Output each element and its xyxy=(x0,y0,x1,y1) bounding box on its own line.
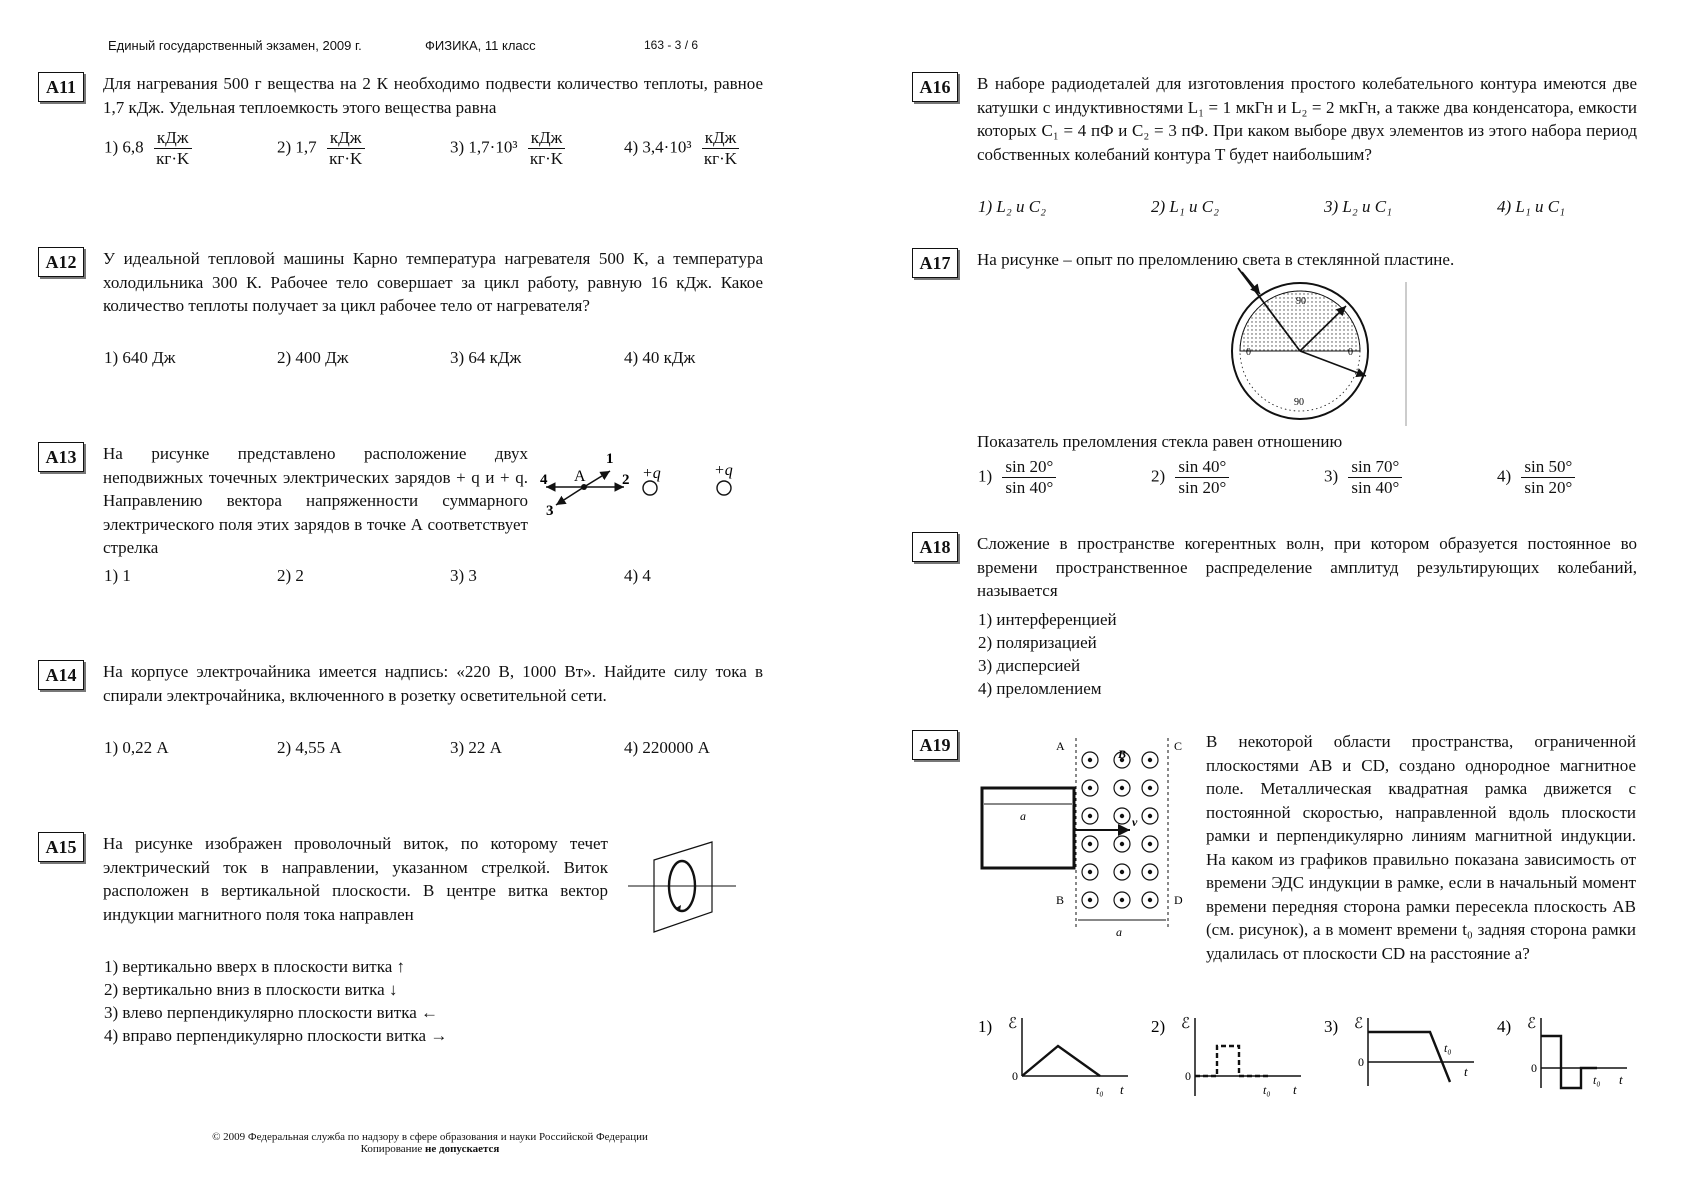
answer-option: 2) 1,7 $\frac{\text{кДж}}{кг\cdot K}$ xyxy=(277,128,365,169)
answer-option: 2) L₁ и C₂ xyxy=(1151,197,1220,216)
field-vector-label: B xyxy=(1118,747,1127,761)
charges-figure xyxy=(540,445,760,525)
field-point-dot xyxy=(1088,842,1092,846)
question-text: На рисунке представлено расположение двух неподвижных точечных электрических зарядов + q и + q. Направлению вектора напряженности суммарного электрического поля этих зарядов в точке А соответствует стрелка xyxy=(103,444,528,557)
task-label: A16 xyxy=(912,72,958,102)
magnetic-field-figure xyxy=(980,734,1183,944)
field-point-dot xyxy=(1148,758,1152,762)
t-label: t xyxy=(1619,1072,1623,1087)
graph-number: 3) xyxy=(1324,1017,1339,1036)
question-text-2: Показатель преломления стекла равен отношению xyxy=(977,432,1343,451)
graph-3 xyxy=(1324,1010,1479,1100)
plane xyxy=(654,842,712,932)
charge-2 xyxy=(717,481,731,495)
label-2: 2 xyxy=(622,472,630,488)
answer-option: 1) 0,22 А xyxy=(104,738,169,757)
header-subject: ФИЗИКА, 11 класс xyxy=(425,38,536,53)
task-label: A13 xyxy=(38,442,84,472)
answer-option: 3) 22 А xyxy=(450,738,502,757)
question-text: У идеальной тепловой машины Карно температура нагревателя 500 К, а температура холодильника 300 К. Рабочее тело совершает за цикл работу, равную 16 кДж. Какое количество теплоты получает за цикл рабочее тело от нагревателя? xyxy=(103,249,763,315)
answer-option: 4) преломлением xyxy=(978,679,1102,698)
answer-option: 1) 640 Дж xyxy=(104,348,176,367)
answer-option: 1) $\frac{\sin 20^\circ}{\sin 40^\circ}$ xyxy=(978,457,1056,498)
answer-option: 2) поляризацией xyxy=(978,633,1097,652)
scale-top: 90 xyxy=(1296,296,1306,307)
origin-label: 0 xyxy=(1185,1069,1191,1083)
answer-list xyxy=(104,955,447,1047)
answer-option: 3) L₂ и C₁ xyxy=(1324,197,1393,216)
answer-option: 2) 400 Дж xyxy=(277,348,349,367)
answer-option: 4) 3,4·10³ $\frac{\text{кДж}}{кг\cdot K}$ xyxy=(624,128,739,169)
scale-right: 0 xyxy=(1348,347,1353,358)
t-label: t xyxy=(1464,1064,1468,1079)
task-label: A19 xyxy=(912,730,958,760)
answer-option: 4) 40 кДж xyxy=(624,348,696,367)
graph-1 xyxy=(978,1010,1133,1100)
label-3: 3 xyxy=(546,503,554,519)
field-point-dot xyxy=(1088,758,1092,762)
graph-line xyxy=(1022,1046,1100,1076)
emf-label: ℰ xyxy=(1354,1016,1364,1032)
task-label: A17 xyxy=(912,248,958,278)
footer xyxy=(160,1131,700,1155)
t-label: t xyxy=(1120,1082,1124,1097)
t0-label: t₀ xyxy=(1444,1041,1452,1055)
answer-option: 4) 220000 А xyxy=(624,738,710,757)
t0-label: t₀ xyxy=(1263,1083,1271,1097)
field-point-dot xyxy=(1120,842,1124,846)
answer-option: 3) 3 xyxy=(450,566,477,585)
graph-number: 1) xyxy=(978,1017,993,1036)
answer-option: 4) L₁ и C₁ xyxy=(1497,197,1566,216)
graph-number: 4) xyxy=(1497,1017,1512,1036)
answer-option: 3) $\frac{\sin 70^\circ}{\sin 40^\circ}$ xyxy=(1324,457,1402,498)
label-a: A xyxy=(574,468,586,485)
refracted-ray xyxy=(1300,351,1366,376)
field-point-dot xyxy=(1088,786,1092,790)
field-point-dot xyxy=(1088,870,1092,874)
task-label: A18 xyxy=(912,532,958,562)
answer-option: 3) дисперсией xyxy=(978,656,1081,675)
label-a: A xyxy=(1056,739,1065,753)
question-text: Сложение в пространстве когерентных волн, при котором образуется постоянное во времени пространственное распределение амплитуд результирующих колебаний, называется xyxy=(977,534,1637,600)
answer-option: 2) 4,55 А xyxy=(277,738,342,757)
velocity-label: v xyxy=(1132,815,1138,829)
field-point-dot xyxy=(1088,814,1092,818)
field-point-dot xyxy=(1120,898,1124,902)
region-width-label: a xyxy=(1116,925,1122,939)
field-point-dot xyxy=(1148,814,1152,818)
origin-label: 0 xyxy=(1358,1055,1364,1069)
graph-line xyxy=(1368,1032,1450,1082)
charge-1-label: +q xyxy=(642,465,661,482)
label-b: B xyxy=(1056,893,1065,907)
answer-option: 4) $\frac{\sin 50^\circ}{\sin 20^\circ}$ xyxy=(1497,457,1575,498)
charge-2-label: +q xyxy=(714,462,733,479)
charge-1 xyxy=(643,481,657,495)
t-label: t xyxy=(1293,1082,1297,1097)
emf-label: ℰ xyxy=(1008,1016,1018,1032)
refraction-figure xyxy=(1222,268,1412,426)
incident-arrow xyxy=(1242,272,1260,294)
field-point-dot xyxy=(1120,870,1124,874)
label-1: 1 xyxy=(606,451,614,467)
header-page: 163 - 3 / 6 xyxy=(644,38,699,52)
field-point-dot xyxy=(1120,814,1124,818)
question-text: В наборе радиодеталей для изготовления простого колебательного контура имеются две катушки с индуктивностями L₁ = 1 мкГн и L₂ = 2 мкГн, а также два конденсатора, емкости которых C₁ = 4 пФ и C₂ = 3 пФ. При каком выборе двух элементов из этого набора период собственных колебаний контура T будет наибольшим? xyxy=(977,74,1637,164)
square-frame xyxy=(982,788,1074,868)
task-label: A15 xyxy=(38,832,84,862)
field-point-dot xyxy=(1120,786,1124,790)
footer-copy-note: Копирование не допускается xyxy=(360,1143,500,1155)
graph-2 xyxy=(1151,1010,1306,1100)
scale-left: 0 xyxy=(1246,347,1251,358)
answer-option: 1) 6,8 $\frac{\text{кДж}}{кг\cdot K}$ xyxy=(104,128,192,169)
field-point-dot xyxy=(1148,898,1152,902)
arrow-1 xyxy=(584,471,610,487)
label-c: C xyxy=(1174,739,1183,753)
scale-bottom: 90 xyxy=(1294,397,1304,408)
label-4: 4 xyxy=(540,472,548,488)
question-text: На рисунке – опыт по преломлению света в стеклянной пластине. xyxy=(977,250,1455,269)
answer-option: 1) вертикально вверх в плоскости витка ↑ xyxy=(104,957,406,976)
answer-option: 3) 64 кДж xyxy=(450,348,522,367)
answer-option: 2) $\frac{\sin 40^\circ}{\sin 20^\circ}$ xyxy=(1151,457,1229,498)
graph-line xyxy=(1195,1046,1271,1076)
question-text: На корпусе электрочайника имеется надпись: «220 В, 1000 Вт». Найдите силу тока в спирали электрочайника, включенного в розетку осветительной сети. xyxy=(103,662,763,705)
answer-option: 3) 1,7·10³ $\frac{\text{кДж}}{кг\cdot K}$ xyxy=(450,128,565,169)
emf-label: ℰ xyxy=(1527,1016,1537,1032)
footer-copyright: © 2009 Федеральная служба по надзору в сфере образования и науки Российской Федерации xyxy=(212,1131,648,1143)
field-point-dot xyxy=(1148,786,1152,790)
task-label: A11 xyxy=(38,72,84,102)
graph-number: 2) xyxy=(1151,1017,1166,1036)
origin-label: 0 xyxy=(1531,1061,1537,1075)
answer-list xyxy=(978,608,1117,700)
question-text: Для нагревания 500 г вещества на 2 К необходимо подвести количество теплоты, равное 1,7 кДж. Удельная теплоемкость этого вещества равна xyxy=(103,74,763,117)
arrow-3 xyxy=(556,487,584,505)
task-label: A14 xyxy=(38,660,84,690)
t0-label: t₀ xyxy=(1096,1083,1104,1097)
frame-width-label: a xyxy=(1020,809,1026,823)
emf-label: ℰ xyxy=(1181,1016,1191,1032)
answer-option: 2) вертикально вниз в плоскости витка ↓ xyxy=(104,980,398,999)
graph-line xyxy=(1541,1036,1597,1088)
answer-option: 1) L₂ и C₂ xyxy=(978,197,1047,216)
question-text: На рисунке изображен проволочный виток, по которому течет электрический ток в направлении, указанном стрелкой. Виток расположен в вертикальной плоскости. В центре витка вектор индукции магнитного поля тока направлен xyxy=(103,834,608,924)
question-text: В некоторой области пространства, ограниченной плоскостями AB и CD, создано однородное магнитное поле. Металлическая квадратная рамка движется с постоянной скоростью, направленной вдоль плоскости рамки и перпендикулярно линиям магнитной индукции. На каком из графиков правильно показана зависимость от времени ЭДС индукции в рамке, если в начальный момент времени передняя сторона рамки пересекла плоскость AB (см. рисунок), а в момент времени t₀ задняя сторона рамки удалилась от плоскости CD на расстояние a? xyxy=(1206,732,1636,963)
answer-option: 4) вправо перпендикулярно плоскости витка → xyxy=(104,1026,448,1045)
answer-option: 3) влево перпендикулярно плоскости витка ← xyxy=(104,1003,438,1022)
wire-loop-figure xyxy=(628,838,748,938)
label-d: D xyxy=(1174,893,1183,907)
answer-option: 1) 1 xyxy=(104,566,131,585)
field-point-dot xyxy=(1088,898,1092,902)
field-point-dot xyxy=(1148,870,1152,874)
answer-option: 2) 2 xyxy=(277,566,304,585)
t0-label: t₀ xyxy=(1593,1073,1601,1087)
graph-4 xyxy=(1497,1010,1652,1100)
answer-option: 4) 4 xyxy=(624,566,651,585)
origin-label: 0 xyxy=(1012,1069,1018,1083)
header-exam: Единый государственный экзамен, 2009 г. xyxy=(108,38,362,53)
answer-option: 1) интерференцией xyxy=(978,610,1117,629)
task-label: A12 xyxy=(38,247,84,277)
field-point-dot xyxy=(1148,842,1152,846)
